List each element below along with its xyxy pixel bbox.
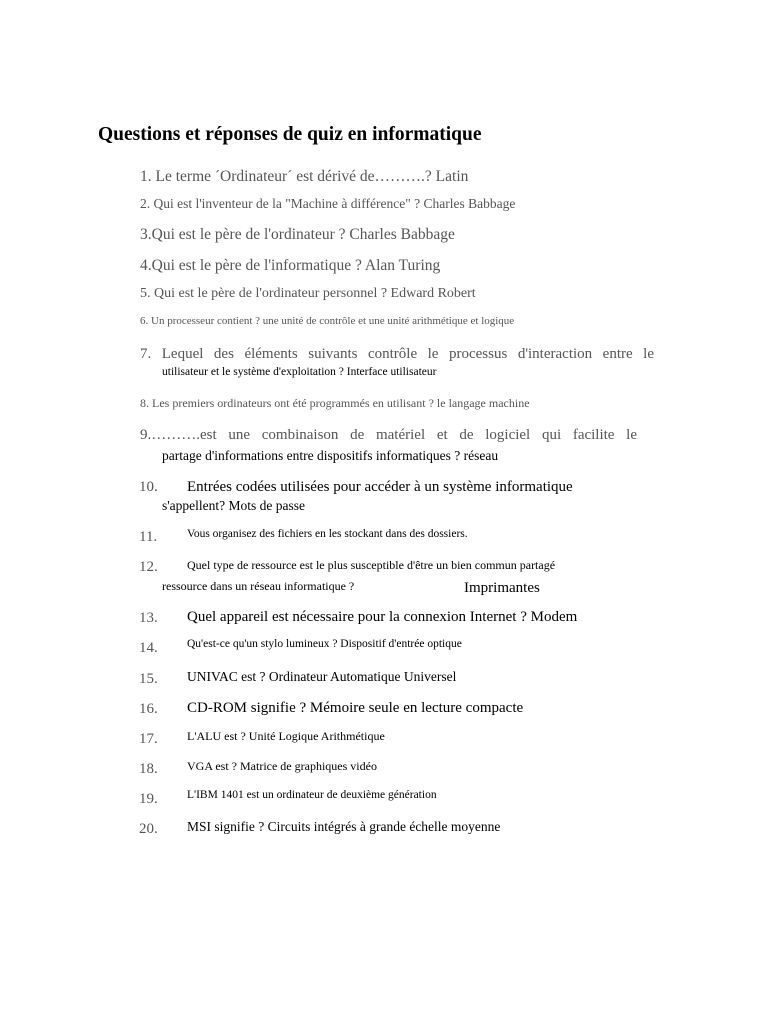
quiz-item-4: 4.Qui est le père de l'informatique ? Alan Turing — [140, 257, 441, 274]
quiz-item-11: Vous organisez des fichiers en les stockant dans des dossiers. — [187, 528, 468, 540]
quiz-item-7-continuation: utilisateur et le système d'exploitation ? Interface utilisateur — [162, 366, 437, 378]
quiz-item-20-number: 20. — [139, 821, 158, 837]
quiz-item-2: 2. Qui est l'inventeur de la "Machine à différence" ? Charles Babbage — [140, 196, 516, 211]
quiz-item-17-number: 17. — [139, 731, 158, 747]
quiz-item-16: CD-ROM signifie ? Mémoire seule en lecture compacte — [187, 700, 524, 716]
quiz-item-18: VGA est ? Matrice de graphiques vidéo — [187, 759, 377, 773]
quiz-item-1: 1. Le terme ´Ordinateur´ est dérivé de……….? Latin — [140, 168, 469, 185]
quiz-item-15: UNIVAC est ? Ordinateur Automatique Universel — [187, 669, 457, 684]
quiz-item-3: 3.Qui est le père de l'ordinateur ? Charles Babbage — [140, 226, 455, 243]
quiz-item-12-continuation: ressource dans un réseau informatique ? — [162, 579, 355, 593]
quiz-item-19: L'IBM 1401 est un ordinateur de deuxième génération — [187, 789, 437, 801]
quiz-item-14-number: 14. — [139, 640, 158, 656]
quiz-item-12-number: 12. — [139, 559, 158, 575]
quiz-item-10-number: 10. — [139, 479, 158, 495]
quiz-item-16-number: 16. — [139, 701, 158, 717]
page-title: Questions et réponses de quiz en informatique — [98, 124, 482, 145]
quiz-item-12: Quel type de ressource est le plus susceptible d'être un bien commun partagé — [187, 558, 556, 572]
quiz-item-12-answer: Imprimantes — [464, 580, 540, 596]
quiz-item-8: 8. Les premiers ordinateurs ont été programmés en utilisant ? le langage machine — [140, 396, 530, 410]
quiz-item-11-number: 11. — [139, 529, 158, 545]
quiz-item-7: 7. Lequel des éléments suivants contrôle le processus d'interaction entre le — [140, 346, 654, 362]
quiz-item-17: L'ALU est ? Unité Logique Arithmétique — [187, 729, 385, 743]
quiz-item-10-continuation: s'appellent? Mots de passe — [162, 498, 306, 513]
quiz-item-13: Quel appareil est nécessaire pour la connexion Internet ? Modem — [187, 609, 578, 625]
quiz-item-5: 5. Qui est le père de l'ordinateur personnel ? Edward Robert — [140, 286, 476, 301]
quiz-item-14: Qu'est-ce qu'un stylo lumineux ? Dispositif d'entrée optique — [187, 638, 462, 650]
quiz-item-9-continuation: partage d'informations entre dispositifs informatiques ? réseau — [162, 448, 499, 463]
quiz-item-20: MSI signifie ? Circuits intégrés à grande échelle moyenne — [187, 819, 501, 834]
quiz-item-13-number: 13. — [139, 610, 158, 626]
quiz-item-18-number: 18. — [139, 761, 158, 777]
quiz-item-10: Entrées codées utilisées pour accéder à un système informatique — [187, 479, 573, 495]
quiz-item-6: 6. Un processeur contient ? une unité de contrôle et une unité arithmétique et logique — [140, 315, 515, 327]
quiz-item-19-number: 19. — [139, 791, 158, 807]
quiz-item-9: 9.……….est une combinaison de matériel et de logiciel qui facilite le — [140, 427, 637, 443]
quiz-item-15-number: 15. — [139, 671, 158, 687]
